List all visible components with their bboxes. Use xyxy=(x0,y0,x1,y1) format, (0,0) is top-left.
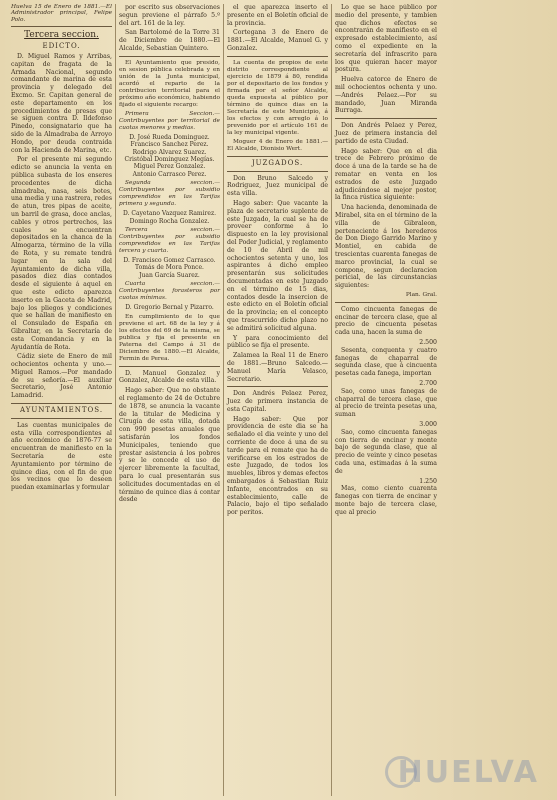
paragraph: La cuenta de propios de este distrito correspondiente al ejercicio de 1879 á 80, rendida por el depositario de los fondos y firmada por el señor Alcalde, queda expuesta al público por término de quince dias en la Secretaría de este Municipio, á los efectos y con arreglo á lo prevenido por el artículo 161 de la ley municipal vigente. xyxy=(227,59,328,136)
list-item: D. Cayetano Vazquez Ramirez. xyxy=(122,210,217,218)
divider xyxy=(227,56,328,57)
divider xyxy=(11,403,112,404)
price-item xyxy=(335,306,437,347)
price-value: 3.000 xyxy=(419,421,437,429)
price-text: Sesenta, conquenta y cuatro fanegas de chaparral de segunda clase, que á cincuenta pesetas cada fanega, importan xyxy=(335,346,437,378)
paragraph: Y para conocimiento del público se fija el presente. xyxy=(227,334,328,350)
ayuntamientos-title: AYUNTAMIENTOS. xyxy=(19,406,104,415)
price-value: 2.500 xyxy=(419,339,437,347)
administrator-note: Huelva 15 de Enero de 1881.—El Administrador principal, Felipe Polo. xyxy=(11,4,112,23)
divider xyxy=(227,171,328,172)
section-title: Tercera seccion. xyxy=(24,30,99,41)
price-text: Sao, como cincuenta fanegas con tierra de encinar y monte bajo de segunda clase, que al precio de veinte y cinco pesetas cada una, estimadas á la suma de xyxy=(335,428,437,475)
section-heading: Primera Seccion.—Contribuyentes por territorial de cuotas menores y medias. xyxy=(119,110,220,131)
accounts-notice: Las cuentas municipales de esta villa correspondientes al año económico de 1876-77 se encuentran de manifiesto en la Secretaría de este Ayuntamiento por término de quince dias, con el fin de que los vecinos que lo deseen puedan examinarlas y formular xyxy=(11,421,112,492)
juzgados-title: JUZGADOS. xyxy=(251,158,304,167)
watermark: HUELVA xyxy=(397,755,539,790)
paragraph: Hago saber: Que vacante la plaza de secretario suplente de este Juzgado, la cual se ha de proveer conforme á lo dispuesto en la ley provisional del Poder Judicial, y reglamento de 10 de Abril de mil ochocientos setenta y uno, los aspirantes á dicho empleo presentarán sus solicitudes documentadas en este Juzgado en el término de 15 dias, contados desde la insercion de este edicto en el Boletín oficial de la provincia; en el concepto que trascurrido dicho plazo no se admitirá solicitud alguna. xyxy=(227,199,328,332)
divider xyxy=(119,56,220,57)
column-2 xyxy=(116,4,224,796)
list-item: D. Francisco Gomez Carrasco. xyxy=(123,257,216,265)
columns xyxy=(8,4,551,796)
signature: Huelva catorce de Enero de mil ochocientos ochenta y uno.—Andrés Pelaez.—Por su mandado, Juan Miranda Burraga. xyxy=(335,76,437,115)
edict-intro: D. Miguel Ramos y Arribas, capitan de fragata de la Armada Nacional, segundo comandante de marina de esta provincia y delegado del Excmo. Sr. Capitan general de este departamento en los procedimientos de presas que se siguen contra D. Ildefonso Pinedo, consignatario que ha sido de la Almadraba de Arroyo Hondo, por deuda contraida con la Hacienda de Marina, etc. xyxy=(11,53,112,154)
name-list-1 xyxy=(119,134,220,178)
column-1 xyxy=(8,4,116,796)
list-item: D. José Rueda Dominguez. xyxy=(129,133,210,141)
price-text: Como cincuenta fanegas de encinar de tercera clase, que al precio de cincuenta pesetas cada una, hacen la suma de xyxy=(335,305,437,337)
list-item: Miguel Perez Gonzalez. xyxy=(133,163,206,171)
list-item: Tomás de Mora Ponce. xyxy=(135,264,204,272)
paragraph: Una hacienda, denominada de Mirabel, sita en el término de la villa de Gibraleon, perteneciente á los herederos de Don Diego Garrido Marino y Montiel, en cabida de trescientas cuarenta fanegas de marco provincial, la cual se compone, segun declaracion pericial, de las circunstancias siguientes: xyxy=(335,204,437,290)
paragraph: el que aparezca inserto el presente en el Boletín oficial de la provincia. xyxy=(227,4,328,27)
divider xyxy=(335,302,437,303)
paragraph: En cumplimiento de lo que previene el art. 68 de la ley y á los efectos del 69 de la misma, se publica y fija el presente en Paterna del Campo á 31 de Diciembre de 1880.—El Alcalde, Fermin de Perea. xyxy=(119,313,220,362)
paragraph: Hago saber: Que no obstante el reglamento de 24 de Octubre de 1878, se anuncia la vacante de la titular de Medicina y Cirugía de esta villa, dotada con 990 pesetas anuales que satisfarán los fondos Municipales, teniendo que prestar asistencia á los pobres y se le concede el uso de ejercer libremente la facultad, para lo cual presentarán sus solicitudes documentadas en el término de quince dias á contar desde xyxy=(119,387,220,504)
signature: Cortegana 3 de Enero de 1881.—El Alcalde, Manuel G. y Gonzalez. xyxy=(227,29,328,52)
signature: San Bartolomé de la Torre 31 de Diciembre de 1880.—El Alcalde, Sebastian Quintero. xyxy=(119,29,220,52)
price-item xyxy=(335,347,437,388)
signature: Moguer 4 de Enero de 1881.—El Alcalde, Dionisio Wert. xyxy=(227,138,328,152)
signature: Plan. Gral. xyxy=(405,291,437,298)
list-item: Domingo Rocha Gonzalez. xyxy=(129,217,210,225)
price-item xyxy=(335,388,437,429)
paragraph: El Ayuntamiento que presido, en sesion pública celebrada y en unión de la Junta municipal, acordó el reparto de la contribucion territorial para el próximo año económico, habiendo fijado el siguiente recargo: xyxy=(119,59,220,108)
divider xyxy=(11,418,112,419)
list-item: D. Gregorio Bernal y Pizarro. xyxy=(125,304,214,312)
price-value: 2.700 xyxy=(419,380,437,388)
paragraph: Hago saber: Que por providencia de este dia se ha señalado el dia veinte y uno del corriente de doce á una de su tarde para el remate que ha de verificarse en los estrados de este Juzgado, de todos los muebles, libros y demas efectos embargados á Sebastian Ruiz Infante, encontrados en su establecimiento, calle de Palacio, bajo el tipo señalado por peritos. xyxy=(227,415,328,517)
paragraph: Don Bruno Salcedo y Rodriguez, Juez municipal de esta villa. xyxy=(227,174,328,198)
signature: Zalamea la Real 11 de Enero de 1881.—Bruno Salcedo.—Manuel María Velasco, Secretario. xyxy=(227,352,328,383)
paragraph: Mas, como ciento cuarenta fanegas con tierra de encinar y monte bajo de tercera clase, que al precio xyxy=(335,485,437,516)
price-value: 1.250 xyxy=(419,477,437,485)
name-list-4 xyxy=(119,304,220,311)
edict-signature: Cádiz siete de Enero de mil ochocientos ochenta y uno.—Miguel Ramos.—Por mandado de su señoría.—El auxiliar Secretario, José Antonio Lamadrid. xyxy=(11,353,112,400)
paragraph: Don Andrés Pelaez Perez, Juez de primera instancia de esta Capital. xyxy=(227,390,328,413)
name-list-2 xyxy=(119,210,220,225)
list-item: Cristóbal Dominguez Megías. xyxy=(124,156,215,163)
price-text: Sao, como unas fanegas de chaparral de tercera clase, que al precio de treinta pesetas una, suman xyxy=(335,387,437,419)
divider xyxy=(227,386,328,387)
paragraph: D. Manuel Gonzalez y Gonzalez, Alcalde de esta villa. xyxy=(119,369,220,385)
divider xyxy=(11,26,112,27)
edict-body: Por el presente mi segundo edicto se anuncia la venta en pública subasta de los enseres procedentes de dicha almadraba, nasa, seis botes, una media y una rastrera, redes de atun, tres pipas de aceite, un barril de grasa, doce anclas, cables y otros pertrechos, las cuales se encuentran depositados en la chanca de la Almogarza, término de la villa de Rota, y su remate tendrá lugar en la sala del Ayuntamiento de dicha villa, pasados diez dias contados desde el siguiente á aquel en que este edicto aparezca inserto en la Gaceta de Madrid, bajo los pliegos y condiciones que se hallan de manifiesto en el Consulado de España en Gibraltar, en la Secretaría de esta Comandancia y en la Ayudantía de Rota. xyxy=(11,156,112,351)
divider xyxy=(335,118,437,119)
column-3 xyxy=(224,4,332,796)
price-item xyxy=(335,429,437,486)
section-heading: Segunda seccion.—Contribuyentes por subsidio comprendidos en las Tarifas primera y segunda. xyxy=(119,180,220,208)
section-heading: Tercera seccion.—Contribuyentes por subsidio comprendidos en las Tarifas tercera y cuarta. xyxy=(119,227,220,255)
list-item: Rodrigo Alvarez Suarez. xyxy=(132,148,207,156)
divider xyxy=(119,366,220,367)
paragraph: Don Andrés Pelaez y Perez, Juez de primera instancia del partido de esta Ciudad. xyxy=(335,122,437,145)
list-item: Antonio Carrasco Perez. xyxy=(132,170,207,178)
name-list-3 xyxy=(119,257,220,279)
list-item: Francisco Sanchez Perez. xyxy=(130,141,209,149)
paragraph: Lo que se hace público por medio del presente, y tambien que dichos efectos se encontrarán de manifiesto en el expresado establecimiento, así como el expediente en la secretaría del infrascrito para los que quieran hacer mayor postura. xyxy=(335,4,437,74)
list-item: Juan García Suarez. xyxy=(139,271,200,279)
edict-title: EDICTO. xyxy=(42,42,81,51)
divider xyxy=(227,156,328,157)
column-4 xyxy=(332,4,440,796)
paragraph: por escrito sus observaciones segun previene el párrafo 5.º del art. 161 de la ley. xyxy=(119,4,220,27)
section-heading: Cuarta seccion.—Contribuyentes forasteros por cuotas mínimas. xyxy=(119,281,220,302)
paragraph: Hago saber: Que en el dia trece de Febrero próximo de doce á una de la tarde se ha de rematar en venta en los estrados de este Juzgado adjudicándose al mejor postor, la finca rústica siguiente: xyxy=(335,147,437,202)
